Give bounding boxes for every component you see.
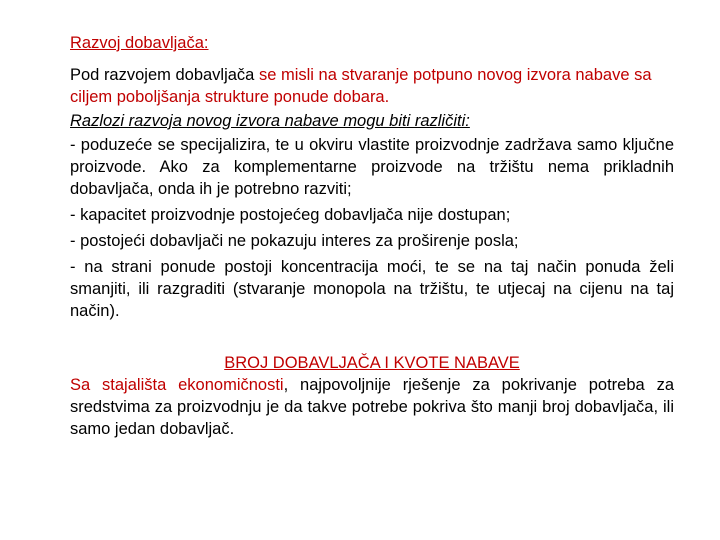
- reason-item-1: - poduzeće se specijalizira, te u okviru vlastite proizvodnje zadržava samo ključne proizvode. Ako za komplementarne proizvode na tržištu nema prikladnih dobavljača, onda ih je potrebno razviti;: [70, 136, 674, 198]
- slide-content: [70, 32, 674, 442]
- economy-paragraph: [70, 374, 674, 440]
- reason-item-2: - kapacitet proizvodnje postojećeg dobavljača nije dostupan;: [70, 206, 511, 224]
- economy-body-text: , najpovoljnije rješenje za pokrivanje potreba za sredstvima za proizvodnju je da takve potrebe pokriva što manji broj dobavljača, ili samo jedan dobavljač.: [70, 376, 675, 438]
- intro-highlight-text: se misli na stvaranje potpuno novog izvora nabave sa ciljem poboljšanja strukture ponude dobara.: [70, 66, 652, 106]
- section-title-broj-dobavljaca: BROJ DOBAVLJAČA I KVOTE NABAVE: [224, 354, 520, 372]
- reasons-heading: Razlozi razvoja novog izvora nabave mogu biti različiti:: [70, 112, 470, 130]
- reason-item-3: - postojeći dobavljači ne pokazuju interes za proširenje posla;: [70, 232, 519, 250]
- reason-item-4: - na strani ponude postoji koncentracija moći, te se na taj način ponuda želi smanjiti, ili razgraditi (stvaranje monopola na tržištu, te utjecaj na cijenu na taj način).: [70, 258, 674, 320]
- economy-lead-text: Sa stajališta ekonomičnosti: [70, 376, 284, 394]
- section-title-razvoj: Razvoj dobavljača:: [70, 34, 209, 52]
- intro-plain-text: Pod razvojem dobavljača: [70, 66, 259, 84]
- intro-paragraph: [70, 64, 674, 108]
